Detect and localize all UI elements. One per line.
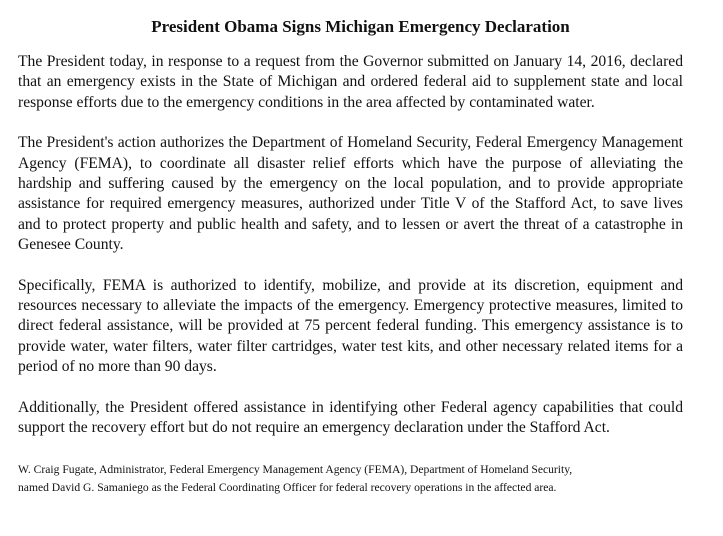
paragraph-assistance-details: Specifically, FEMA is authorized to identify, mobilize, and provide at its discretion, equipment and resources necessary to alleviate the impacts of the emergency. Emergency protective measures, limited to direct federal assistance, will be provided at 75 percent federal funding. This emergency assistance is to provide water, water filters, water filter cartridges, water test kits, and other necessary related items for a period of no more than 90 days. (18, 276, 683, 376)
footnote-line-2: named David G. Samaniego as the Federal Coordinating Officer for federal recovery operations in the affected area. (18, 480, 557, 494)
page-title: President Obama Signs Michigan Emergency Declaration (151, 17, 570, 36)
paragraph-fema-authorization: The President's action authorizes the Department of Homeland Security, Federal Emergency Management Agency (FEMA), to coordinate all disaster relief efforts which have the purpose of alleviating the hardship and suffering caused by the emergency on the local population, and to provide appropriate assistance for required emergency measures, authorized under Title V of the Stafford Act, to save lives and to protect property and public health and safety, and to lessen or avert the threat of a catastrophe in Genesee County. (18, 134, 683, 254)
paragraph-additional-assistance: Additionally, the President offered assistance in identifying other Federal agency capabilities that could support the recovery effort but do not require an emergency declaration under the Stafford Act. (18, 398, 683, 437)
footnote-coordinating-officer (18, 461, 683, 497)
footnote-line-1: W. Craig Fugate, Administrator, Federal Emergency Management Agency (FEMA), Department of Homeland Security, (18, 462, 573, 476)
paragraph-declaration: The President today, in response to a request from the Governor submitted on January 14, 2016, declared that an emergency exists in the State of Michigan and ordered federal aid to supplement state and local response efforts due to the emergency conditions in the area affected by contaminated water. (18, 53, 683, 111)
